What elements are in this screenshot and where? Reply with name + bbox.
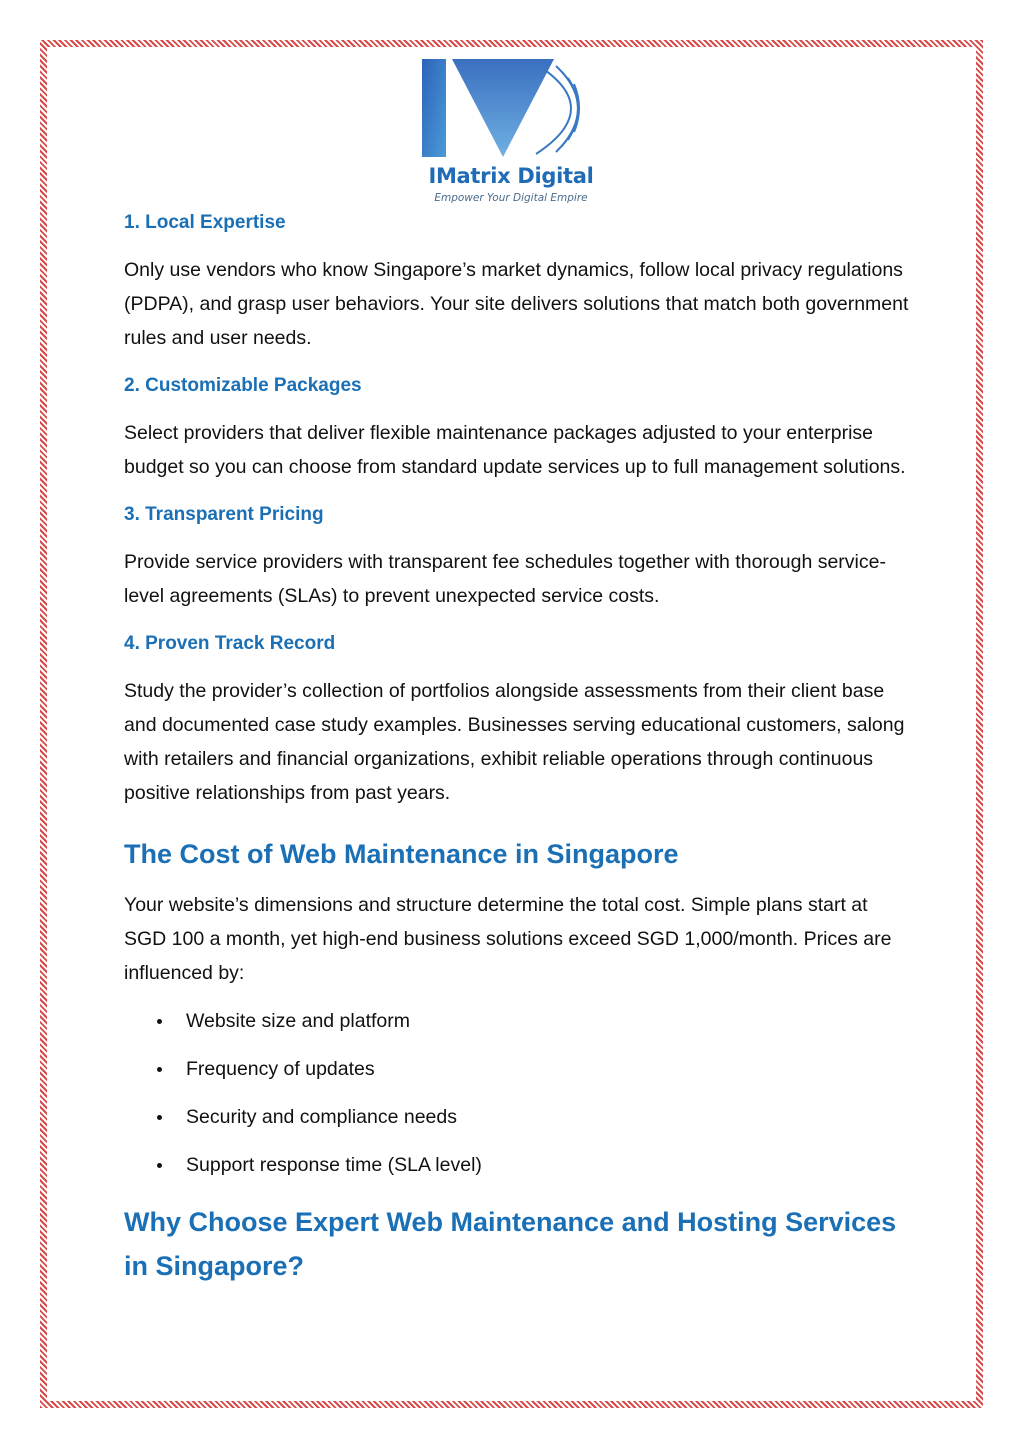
- logo-mark-icon: [416, 56, 606, 162]
- list-item: Website size and platform: [124, 1004, 914, 1038]
- section-body-local-expertise: Only use vendors who know Singapore’s market dynamics, follow local privacy regulations (PDPA), and grasp user behaviors. Your site delivers solutions that match both government rules and user needs.: [124, 259, 909, 349]
- cost-factors-list: [124, 1004, 914, 1182]
- section-heading-local-expertise: 1. Local Expertise: [124, 212, 286, 233]
- section-heading-proven-track-record: 4. Proven Track Record: [124, 633, 336, 654]
- logo-tagline: Empower Your Digital Empire: [434, 192, 588, 204]
- section-body-customizable-packages: Select providers that deliver flexible maintenance packages adjusted to your enterprise budget so you can choose from standard update services up to full management solutions.: [124, 422, 906, 478]
- section-heading-customizable-packages: 2. Customizable Packages: [124, 375, 362, 396]
- cost-body: Your website’s dimensions and structure determine the total cost. Simple plans start at SGD 100 a month, yet high-end business solutions exceed SGD 1,000/month. Prices are influenced by:: [124, 894, 892, 984]
- article-body: [124, 208, 914, 1288]
- section-body-proven-track-record: Study the provider’s collection of portfolios alongside assessments from their client base and documented case study examples. Businesses serving educational customers, salong with retailers and financial organizations, exhibit reliable operations through continuous positive relationships from past years.: [124, 680, 905, 804]
- list-item: Security and compliance needs: [124, 1100, 914, 1134]
- section-heading-transparent-pricing: 3. Transparent Pricing: [124, 504, 324, 525]
- company-logo: [416, 56, 606, 210]
- list-item: Support response time (SLA level): [124, 1148, 914, 1182]
- list-item: Frequency of updates: [124, 1052, 914, 1086]
- section-body-transparent-pricing: Provide service providers with transparent fee schedules together with thorough service-level agreements (SLAs) to prevent unexpected service costs.: [124, 551, 886, 607]
- why-heading: Why Choose Expert Web Maintenance and Hosting Services in Singapore?: [124, 1207, 897, 1281]
- cost-heading: The Cost of Web Maintenance in Singapore: [124, 839, 679, 869]
- logo-title: IMatrix Digital: [428, 164, 594, 188]
